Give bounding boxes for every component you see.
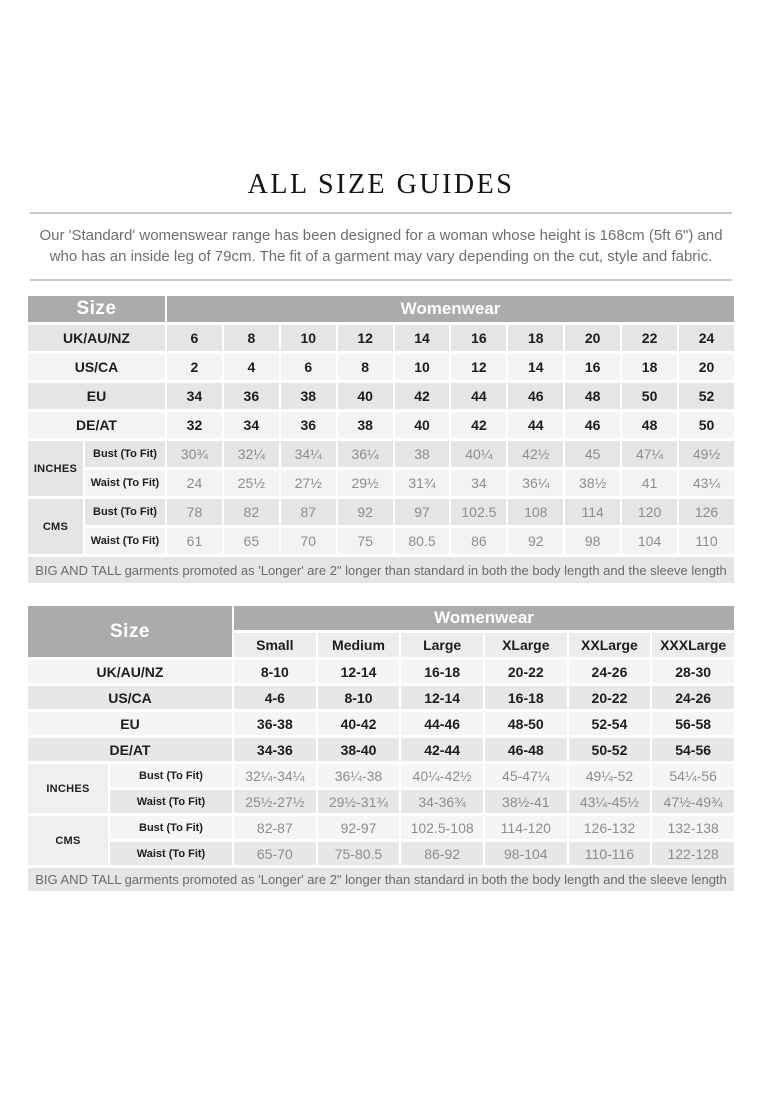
measure-value-cell: 41	[622, 470, 677, 496]
measure-value-cell: 75	[338, 528, 393, 554]
measure-value-cell: 65-70	[234, 842, 316, 865]
measure-value-cell: 92	[338, 499, 393, 525]
measure-value-cell: 38½	[565, 470, 620, 496]
intro-line-1: Our 'Standard' womenswear range has been designed for a woman whose height is 168cm (5ft 6") and	[39, 227, 723, 244]
size-value-cell: 20	[565, 325, 620, 351]
size-value-cell: 50	[622, 383, 677, 409]
size-value-cell: 40-42	[318, 712, 400, 735]
size-value-cell: 36-38	[234, 712, 316, 735]
size-value-cell: 10	[395, 354, 450, 380]
region-row-label: EU	[28, 383, 165, 409]
measure-value-cell: 82-87	[234, 816, 316, 839]
size-value-cell: 22	[622, 325, 677, 351]
size-value-cell: 44	[508, 412, 563, 438]
measure-value-cell: 32¼-34¼	[234, 764, 316, 787]
measure-value-cell: 45-47¼	[485, 764, 567, 787]
region-row-label: US/CA	[28, 354, 165, 380]
measure-value-cell: 25½	[224, 470, 279, 496]
size-value-cell: 40	[395, 412, 450, 438]
size-value-cell: 24-26	[569, 660, 651, 683]
region-row-label: US/CA	[28, 686, 232, 709]
top-divider	[30, 212, 732, 214]
measure-value-cell: 45	[565, 441, 620, 467]
measure-value-cell: 38½-41	[485, 790, 567, 813]
size-value-cell: 46-48	[485, 738, 567, 761]
size-column-header: Medium	[318, 633, 400, 657]
size-value-cell: 36	[224, 383, 279, 409]
measure-value-cell: 65	[224, 528, 279, 554]
measure-value-cell: 78	[167, 499, 222, 525]
measure-row-label: Bust (To Fit)	[110, 764, 232, 787]
size-value-cell: 44	[451, 383, 506, 409]
table-group-header: Womenwear	[234, 606, 734, 630]
table-group-header: Womenwear	[167, 296, 734, 322]
size-value-cell: 20	[679, 354, 734, 380]
size-value-cell: 34	[167, 383, 222, 409]
size-value-cell: 38	[338, 412, 393, 438]
measure-value-cell: 54¼-56	[652, 764, 734, 787]
region-row-label: EU	[28, 712, 232, 735]
measure-row-label: Waist (To Fit)	[85, 528, 165, 554]
measure-value-cell: 108	[508, 499, 563, 525]
size-value-cell: 52-54	[569, 712, 651, 735]
measure-value-cell: 86-92	[401, 842, 483, 865]
measure-value-cell: 31¾	[395, 470, 450, 496]
measure-value-cell: 87	[281, 499, 336, 525]
measure-value-cell: 126-132	[569, 816, 651, 839]
size-value-cell: 16-18	[401, 660, 483, 683]
measure-value-cell: 36¼	[508, 470, 563, 496]
measure-value-cell: 86	[451, 528, 506, 554]
size-value-cell: 4	[224, 354, 279, 380]
measure-value-cell: 61	[167, 528, 222, 554]
size-value-cell: 12-14	[401, 686, 483, 709]
measure-value-cell: 82	[224, 499, 279, 525]
measure-value-cell: 132-138	[652, 816, 734, 839]
size-value-cell: 54-56	[652, 738, 734, 761]
measure-value-cell: 97	[395, 499, 450, 525]
size-value-cell: 56-58	[652, 712, 734, 735]
size-value-cell: 28-30	[652, 660, 734, 683]
measure-value-cell: 122-128	[652, 842, 734, 865]
big-and-tall-footnote: BIG AND TALL garments promoted as 'Longer' are 2" longer than standard in both the body length and the sleeve length	[28, 557, 734, 583]
measure-value-cell: 29½	[338, 470, 393, 496]
size-value-cell: 32	[167, 412, 222, 438]
size-value-cell: 18	[508, 325, 563, 351]
size-value-cell: 16-18	[485, 686, 567, 709]
measure-value-cell: 98	[565, 528, 620, 554]
unit-label-cell: CMS	[28, 816, 108, 865]
size-value-cell: 2	[167, 354, 222, 380]
measure-value-cell: 30¾	[167, 441, 222, 467]
size-column-header: Small	[234, 633, 316, 657]
size-value-cell: 48	[622, 412, 677, 438]
measure-value-cell: 75-80.5	[318, 842, 400, 865]
measure-value-cell: 24	[167, 470, 222, 496]
measure-value-cell: 25½-27½	[234, 790, 316, 813]
measure-row-label: Bust (To Fit)	[85, 441, 165, 467]
measure-value-cell: 43¼	[679, 470, 734, 496]
measure-value-cell: 34¼	[281, 441, 336, 467]
measure-value-cell: 98-104	[485, 842, 567, 865]
unit-label-cell: INCHES	[28, 441, 83, 496]
size-value-cell: 14	[508, 354, 563, 380]
size-value-cell: 6	[281, 354, 336, 380]
size-value-cell: 38-40	[318, 738, 400, 761]
size-value-cell: 20-22	[569, 686, 651, 709]
size-value-cell: 46	[508, 383, 563, 409]
size-value-cell: 20-22	[485, 660, 567, 683]
measure-value-cell: 102.5	[451, 499, 506, 525]
measure-value-cell: 38	[395, 441, 450, 467]
size-value-cell: 24	[679, 325, 734, 351]
measure-value-cell: 47½-49¾	[652, 790, 734, 813]
size-value-cell: 50	[679, 412, 734, 438]
page-title: ALL SIZE GUIDES	[247, 169, 515, 200]
size-column-header: XXLarge	[569, 633, 651, 657]
size-value-cell: 18	[622, 354, 677, 380]
measure-row-label: Waist (To Fit)	[85, 470, 165, 496]
measure-value-cell: 104	[622, 528, 677, 554]
measure-row-label: Bust (To Fit)	[110, 816, 232, 839]
region-row-label: UK/AU/NZ	[28, 325, 165, 351]
measure-value-cell: 114-120	[485, 816, 567, 839]
measure-value-cell: 40¼-42½	[401, 764, 483, 787]
size-value-cell: 42	[395, 383, 450, 409]
measure-value-cell: 114	[565, 499, 620, 525]
measure-value-cell: 42½	[508, 441, 563, 467]
measure-value-cell: 34-36¾	[401, 790, 483, 813]
bottom-divider	[30, 279, 732, 281]
region-row-label: DE/AT	[28, 738, 232, 761]
intro-line-2: who has an inside leg of 79cm. The fit of a garment may vary depending on the cut, style and fabric.	[49, 248, 713, 265]
size-value-cell: 12	[338, 325, 393, 351]
measure-value-cell: 70	[281, 528, 336, 554]
measure-row-label: Waist (To Fit)	[110, 790, 232, 813]
measure-value-cell: 49¼-52	[569, 764, 651, 787]
size-value-cell: 8	[338, 354, 393, 380]
size-value-cell: 48	[565, 383, 620, 409]
measure-row-label: Bust (To Fit)	[85, 499, 165, 525]
size-column-header: XLarge	[485, 633, 567, 657]
size-value-cell: 34-36	[234, 738, 316, 761]
measure-value-cell: 36¼-38	[318, 764, 400, 787]
measure-value-cell: 29½-31¾	[318, 790, 400, 813]
size-guide-table-grouped	[26, 603, 736, 894]
measure-value-cell: 110-116	[569, 842, 651, 865]
size-value-cell: 36	[281, 412, 336, 438]
size-value-cell: 12-14	[318, 660, 400, 683]
unit-label-cell: CMS	[28, 499, 83, 554]
size-value-cell: 24-26	[652, 686, 734, 709]
size-value-cell: 52	[679, 383, 734, 409]
size-value-cell: 44-46	[401, 712, 483, 735]
measure-value-cell: 126	[679, 499, 734, 525]
measure-row-label: Waist (To Fit)	[110, 842, 232, 865]
measure-value-cell: 27½	[281, 470, 336, 496]
measure-value-cell: 110	[679, 528, 734, 554]
size-column-header: Large	[401, 633, 483, 657]
size-value-cell: 8	[224, 325, 279, 351]
size-value-cell: 8-10	[318, 686, 400, 709]
measure-value-cell: 80.5	[395, 528, 450, 554]
size-value-cell: 10	[281, 325, 336, 351]
measure-value-cell: 47¼	[622, 441, 677, 467]
size-value-cell: 16	[451, 325, 506, 351]
measure-value-cell: 49½	[679, 441, 734, 467]
size-value-cell: 12	[451, 354, 506, 380]
size-value-cell: 50-52	[569, 738, 651, 761]
size-value-cell: 42-44	[401, 738, 483, 761]
table-corner-header: Size	[28, 606, 232, 657]
measure-value-cell: 102.5-108	[401, 816, 483, 839]
size-value-cell: 38	[281, 383, 336, 409]
size-value-cell: 4-6	[234, 686, 316, 709]
measure-value-cell: 34	[451, 470, 506, 496]
measure-value-cell: 32¼	[224, 441, 279, 467]
region-row-label: UK/AU/NZ	[28, 660, 232, 683]
size-value-cell: 16	[565, 354, 620, 380]
size-value-cell: 34	[224, 412, 279, 438]
region-row-label: DE/AT	[28, 412, 165, 438]
measure-value-cell: 40¼	[451, 441, 506, 467]
table-corner-header: Size	[28, 296, 165, 322]
size-value-cell: 14	[395, 325, 450, 351]
measure-value-cell: 43¼-45½	[569, 790, 651, 813]
intro-text	[0, 225, 762, 267]
size-value-cell: 48-50	[485, 712, 567, 735]
size-value-cell: 46	[565, 412, 620, 438]
measure-value-cell: 120	[622, 499, 677, 525]
measure-value-cell: 92-97	[318, 816, 400, 839]
measure-value-cell: 92	[508, 528, 563, 554]
unit-label-cell: INCHES	[28, 764, 108, 813]
size-value-cell: 8-10	[234, 660, 316, 683]
size-value-cell: 6	[167, 325, 222, 351]
size-guide-table-standard	[26, 293, 736, 586]
measure-value-cell: 36¼	[338, 441, 393, 467]
size-value-cell: 40	[338, 383, 393, 409]
size-column-header: XXXLarge	[652, 633, 734, 657]
big-and-tall-footnote: BIG AND TALL garments promoted as 'Longer' are 2" longer than standard in both the body length and the sleeve length	[28, 868, 734, 891]
size-value-cell: 42	[451, 412, 506, 438]
